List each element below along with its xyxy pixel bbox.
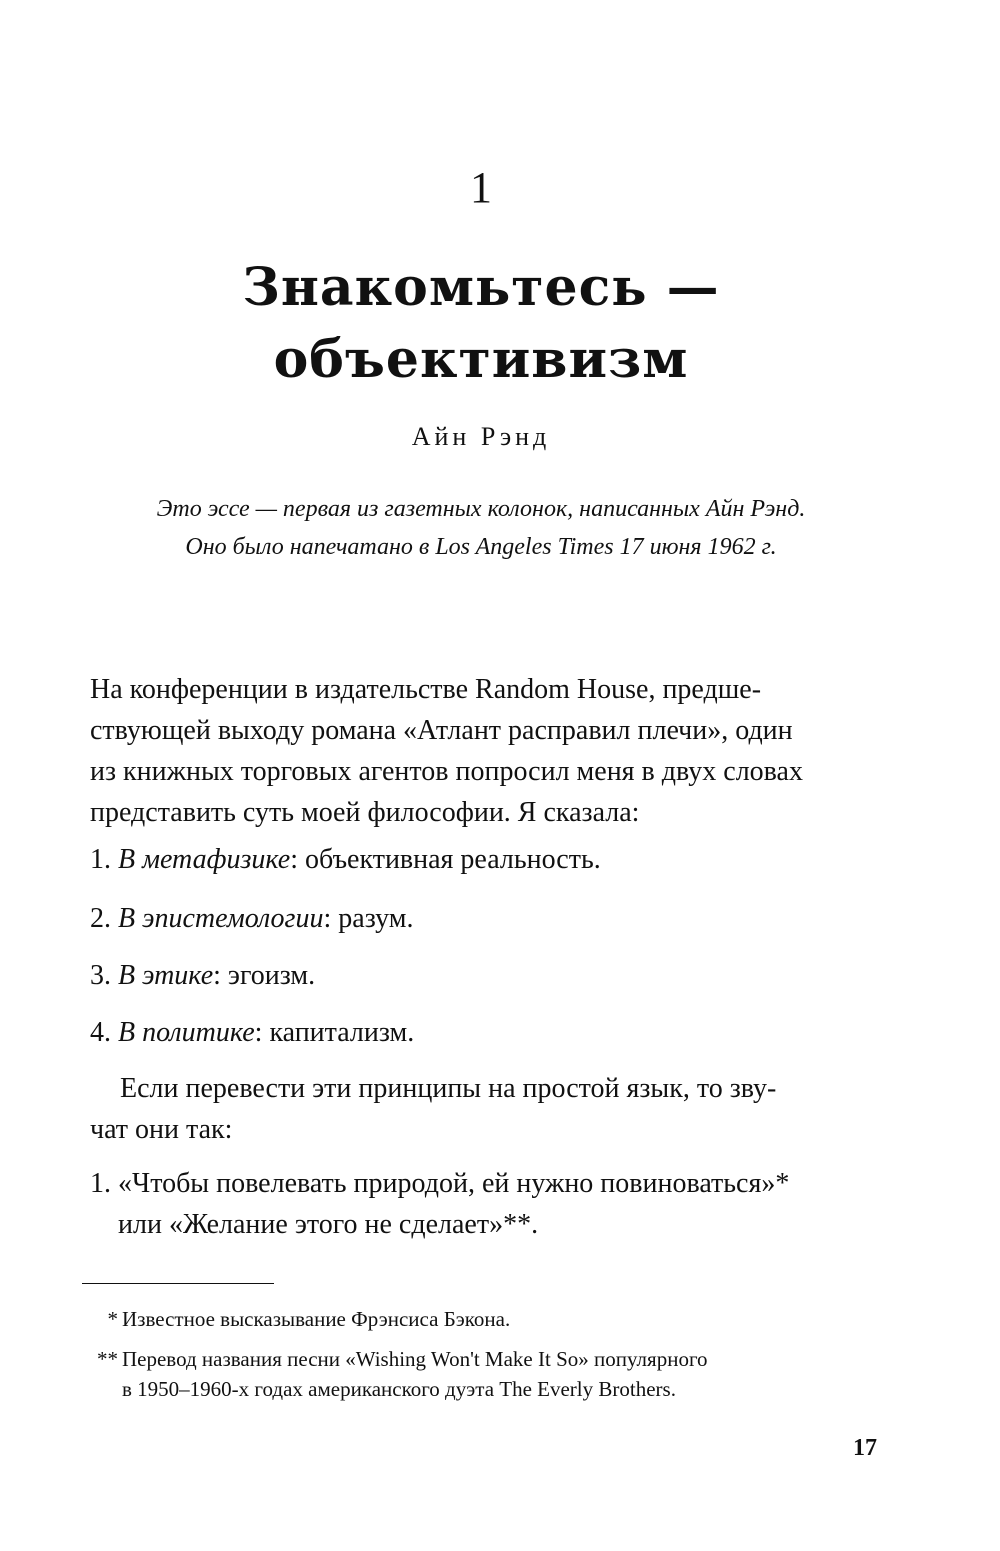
paragraph-1-line-3: из книжных торговых агентов попросил меня в двух словах: [90, 756, 803, 787]
principle-value: : объективная реальность.: [290, 844, 601, 875]
principle-item-1: [90, 839, 601, 880]
principle-value: : эгоизм.: [213, 960, 316, 991]
body-paragraph-2: [90, 1068, 890, 1150]
quote-item-1: [90, 1163, 789, 1245]
footnote-text: Перевод названия песни «Wishing Won't Make It So» популярного: [122, 1347, 708, 1371]
footnote-mark: **: [97, 1347, 118, 1371]
page-number: 17: [853, 1435, 877, 1461]
principle-number: 1.: [90, 844, 111, 875]
principle-number: 2.: [90, 903, 111, 934]
principle-number: 4.: [90, 1017, 111, 1048]
chapter-number: 1: [470, 163, 492, 212]
principle-number: 3.: [90, 960, 111, 991]
chapter-title: [0, 252, 962, 396]
intro-line-1: Это эссе — первая из газетных колонок, написанных Айн Рэнд.: [156, 496, 806, 522]
footnote-divider: [82, 1283, 274, 1284]
intro-note: [0, 490, 962, 566]
chapter-title-line-1: Знакомьтесь —: [242, 257, 720, 318]
paragraph-1-line-2: ствующей выходу романа «Атлант расправил плечи», один: [90, 715, 793, 746]
chapter-author: Айн Рэнд: [411, 422, 551, 451]
principle-field: В метафизике: [118, 844, 291, 875]
quote-line-1: [90, 1163, 789, 1204]
footnote-1: [90, 1304, 510, 1334]
principle-value: : разум.: [323, 903, 414, 934]
paragraph-2-line-1: Если перевести эти принципы на простой язык, то зву-: [120, 1073, 777, 1104]
body-paragraph-1: [90, 669, 890, 833]
principle-item-3: [90, 955, 315, 996]
paragraph-2-line-2: чат они так:: [90, 1114, 233, 1145]
principle-item-4: [90, 1012, 414, 1053]
principle-field: В этике: [118, 960, 214, 991]
footnote-2: [90, 1344, 708, 1404]
paragraph-1-line-1: На конференции в издательстве Random House, предше-: [90, 674, 762, 705]
footnote-text-continued: в 1950–1960-х годах американского дуэта The Everly Brothers.: [122, 1377, 676, 1401]
principle-field: В эпистемологии: [118, 903, 324, 934]
principle-item-2: [90, 898, 414, 939]
quote-text-1: «Чтобы повелевать природой, ей нужно повиноваться»*: [118, 1168, 790, 1199]
intro-line-2: Оно было напечатано в Los Angeles Times 17 июня 1962 г.: [185, 534, 777, 560]
footnote-mark: *: [107, 1307, 118, 1331]
chapter-title-line-2: объективизм: [273, 329, 689, 390]
quote-number: 1.: [90, 1168, 111, 1199]
principle-value: : капитализм.: [254, 1017, 415, 1048]
paragraph-1-line-4: представить суть моей философии. Я сказала:: [90, 797, 640, 828]
quote-line-2: или «Желание этого не сделает»**.: [118, 1209, 539, 1240]
principle-field: В политике: [118, 1017, 255, 1048]
footnote-text: Известное высказывание Фрэнсиса Бэкона.: [122, 1307, 511, 1331]
